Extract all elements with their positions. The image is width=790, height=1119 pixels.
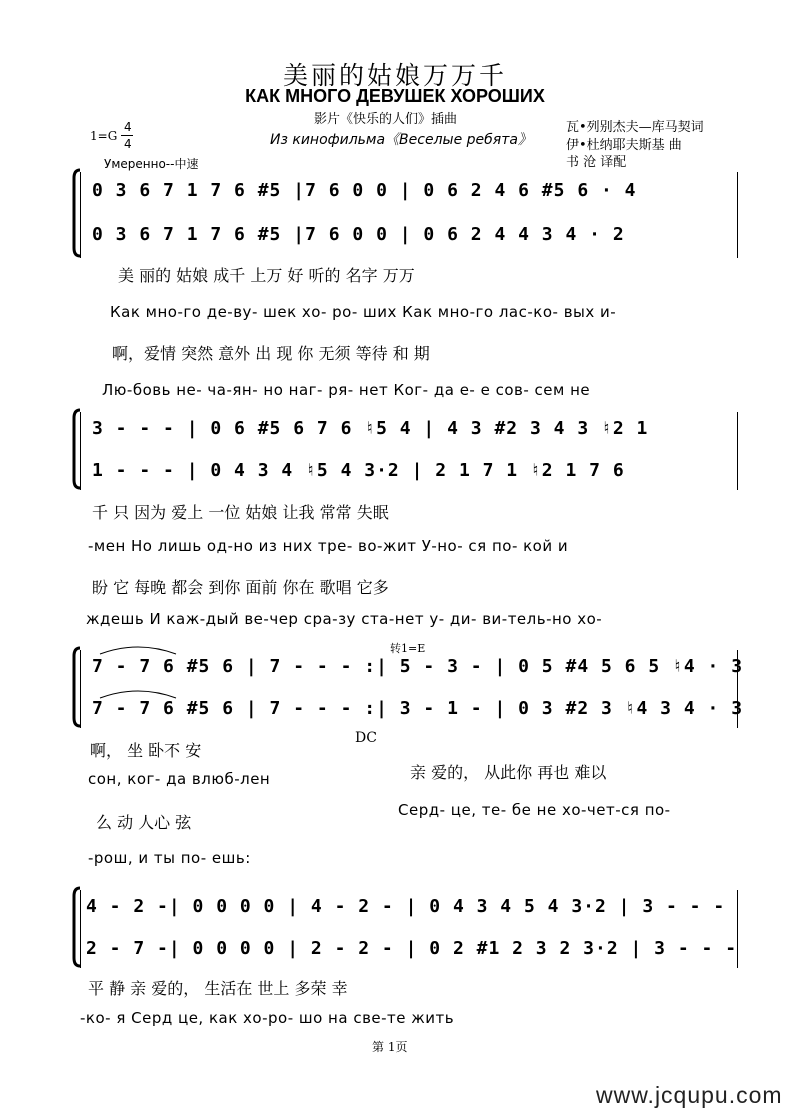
melody-lower: 7 - 7 6 #5 6 | 7 - - - :| 3 - 1 - | 0 3 #2 3 ♮4 3 4 · 3 [92,698,744,719]
credit-composer: 伊•杜纳耶夫斯基 曲 [566,138,682,153]
lyrics-cn-verse1: 平 静 亲 爱的， 生活在 世上 多荣 幸 [88,979,348,998]
lyrics-ru-verse1: -мен Но лишь од-но из них тре- во-жит У-но- ся по- кой и [88,537,569,555]
subtitle-russian: Из кинофильма《Веселые ребята》 [270,132,532,148]
lyrics-ru-verse1: сон, ког- да влюб-лен [88,770,271,788]
melody-upper: 0 3 6 7 1 7 6 #5 |7 6 0 0 | 0 6 2 4 6 #5 6 · 4 [92,180,637,201]
title-russian: КАК МНОГО ДЕВУШЕК ХОРОШИХ [245,86,545,106]
lyrics-cn-verse2: 么 动 人心 弦 [96,813,192,832]
lyrics-ru-verse2: Лю-бовь не- ча-ян- но наг- ря- нет Ког- да е- е сов- сем не [102,381,591,399]
lyrics-ru-refrain: Серд- це, те- бе не хо-чет-ся по- [398,801,671,819]
lyrics-cn-verse1: 美 丽的 姑娘 成千 上万 好 听的 名字 万万 [118,266,415,285]
time-signature-rule [121,135,133,136]
key-signature: 1=G [90,129,118,143]
time-signature-bottom: 4 [124,137,132,151]
tempo-marking: Умеренно--中速 [104,157,199,171]
melody-upper: 4 - 2 -| 0 0 0 0 | 4 - 2 - | 0 4 3 4 5 4 3·2 | 3 - - - [86,896,726,917]
lyrics-cn-verse1: 千 只 因为 爱上 一位 姑娘 让我 常常 失眠 [92,503,389,522]
subtitle-chinese: 影片《快乐的人们》插曲 [314,112,458,127]
lyrics-cn-verse1: 啊， 坐 卧不 安 [90,741,202,760]
time-signature-top: 4 [124,120,132,134]
lyrics-ru-verse2: ждешь И каж-дый ве-чер сра-зу ста-нет у- ди- ви-тель-но хо- [86,610,603,628]
melody-lower: 0 3 6 7 1 7 6 #5 |7 6 0 0 | 0 6 2 4 4 3 4 · 2 [92,224,625,245]
melody-upper: 3 - - - | 0 6 #5 6 7 6 ♮5 4 | 4 3 #2 3 4 3 ♮2 1 [92,418,649,439]
melody-lower: 2 - 7 -| 0 0 0 0 | 2 - 2 - | 0 2 #1 2 3 2 3·2 | 3 - - - [86,938,738,959]
dc-marking: DC [355,730,377,746]
melody-lower: 1 - - - | 0 4 3 4 ♮5 4 3·2 | 2 1 7 1 ♮2 1 7 6 [92,460,625,481]
modulation-marking: 转1=E [390,642,426,655]
lyrics-ru-verse1: -ко- я Серд це, как хо-ро- шо на све-те жить [80,1009,455,1027]
lyrics-ru-verse2: -рош, и ты по- ешь: [88,849,251,867]
melody-upper: 7 - 7 6 #5 6 | 7 - - - :| 5 - 3 - | 0 5 #4 5 6 5 ♮4 · 3 [92,656,744,677]
lyrics-cn-verse2: 啊，爱情 突然 意外 出 现 你 无须 等待 和 期 [112,344,430,363]
lyrics-ru-verse1: Как мно-го де-ву- шек хо- ро- ших Как мно-го лас-ко- вых и- [110,303,617,321]
lyrics-cn-refrain: 亲 爱的， 从此你 再也 难以 [410,763,607,782]
credit-lyricist: 瓦•列别杰夫—库马契词 [566,120,704,135]
title-chinese: 美丽的姑娘万万千 [282,61,507,90]
watermark: www.jcqupu.com [596,1082,783,1108]
page-number: 第 1页 [372,1040,408,1054]
credit-translator: 书 沧 译配 [566,155,627,170]
lyrics-cn-verse2: 盼 它 每晚 都会 到你 面前 你在 歌唱 它多 [92,578,389,597]
